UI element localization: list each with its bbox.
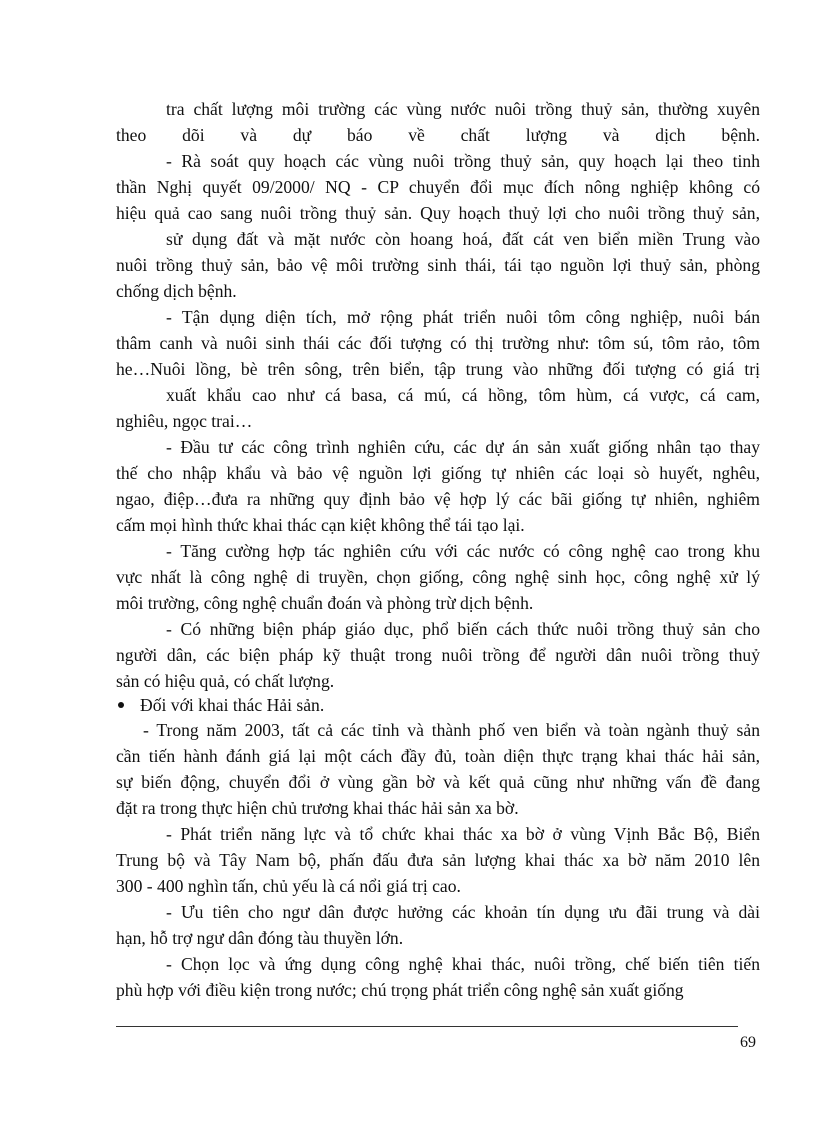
text-line: sự biến động, chuyển đổi ở vùng gần bờ và kết quả cũng như những vấn đề đang <box>116 772 760 792</box>
text-line: - Tận dụng diện tích, mở rộng phát triển nuôi tôm công nghiệp, nuôi bán <box>166 307 760 327</box>
text-line: thế cho nhập khẩu và bảo vệ nguồn lợi giống tự nhiên các loại sò huyết, nghêu, <box>116 463 760 483</box>
text-line: hạn, hỗ trợ ngư dân đóng tàu thuyền lớn. <box>116 928 404 948</box>
text-line: tra chất lượng môi trường các vùng nước nuôi trồng thuỷ sản, thường xuyên <box>166 99 760 119</box>
text-line: thần Nghị quyết 09/2000/ NQ - CP chuyển đổi mục đích nông nghiệp không có <box>116 177 760 197</box>
text-line: - Rà soát quy hoạch các vùng nuôi trồng thuỷ sản, quy hoạch lại theo tinh <box>166 151 760 171</box>
section-heading: Đối với khai thác Hải sản. <box>140 695 325 715</box>
text-line: - Đầu tư các công trình nghiên cứu, các dự án sản xuất giống nhân tạo thay <box>166 437 760 457</box>
text-line: xuất khẩu cao như cá basa, cá mú, cá hồng, tôm hùm, cá vược, cá cam, <box>166 385 760 405</box>
text-line: chống dịch bệnh. <box>116 281 237 301</box>
text-line: sử dụng đất và mặt nước còn hoang hoá, đất cát ven biển miền Trung vào <box>166 229 760 249</box>
footer-rule <box>116 1026 738 1027</box>
text-line: đặt ra trong thực hiện chủ trương khai thác hải sản xa bờ. <box>116 798 519 818</box>
text-line: sản có hiệu quả, có chất lượng. <box>116 671 335 691</box>
text-line: phù hợp với điều kiện trong nước; chú trọng phát triển công nghệ sản xuất giống <box>116 980 684 1000</box>
text-line: hiệu quả cao sang nuôi trồng thuỷ sản. Quy hoạch thuỷ lợi cho nuôi trồng thuỷ sản, <box>116 203 760 223</box>
text-line: nghiêu, ngọc trai… <box>116 411 253 431</box>
text-line: he…Nuôi lồng, bè trên sông, trên biển, tập trung vào những đối tượng có giá trị <box>116 359 760 379</box>
text-line: - Ưu tiên cho ngư dân được hưởng các khoản tín dụng ưu đãi trung và dài <box>166 902 760 922</box>
text-line: - Tăng cường hợp tác nghiên cứu với các nước có công nghệ cao trong khu <box>166 541 760 561</box>
text-line: 300 - 400 nghìn tấn, chủ yếu là cá nổi giá trị cao. <box>116 876 461 896</box>
text-line: vực nhất là công nghệ di truyền, chọn giống, công nghệ sinh học, công nghệ xử lý <box>116 567 760 587</box>
text-line: người dân, các biện pháp kỹ thuật trong nuôi trồng để người dân nuôi trồng thuỷ <box>116 645 760 665</box>
text-line: Trung bộ và Tây Nam bộ, phấn đấu đưa sản lượng khai thác xa bờ năm 2010 lên <box>116 850 760 870</box>
text-line: theo dõi và dự báo về chất lượng và dịch bệnh. <box>116 125 760 145</box>
text-line: môi trường, công nghệ chuẩn đoán và phòng trừ dịch bệnh. <box>116 593 534 613</box>
text-line: thâm canh và nuôi sinh thái các đối tượng có thị trường như: tôm sú, tôm rảo, tôm <box>116 333 760 353</box>
text-line: - Trong năm 2003, tất cả các tỉnh và thành phố ven biển và toàn ngành thuỷ sản <box>143 720 760 740</box>
text-line: cần tiến hành đánh giá lại một cách đầy đủ, toàn diện thực trạng khai thác hải sản, <box>116 746 760 766</box>
section-heading-row <box>116 695 324 715</box>
text-line: - Phát triển năng lực và tổ chức khai thác xa bờ ở vùng Vịnh Bắc Bộ, Biển <box>166 824 760 844</box>
page-number: 69 <box>740 1034 756 1051</box>
bullet-icon <box>118 702 124 708</box>
text-line: nuôi trồng thuỷ sản, bảo vệ môi trường sinh thái, tái tạo nguồn lợi thuỷ sản, phòng <box>116 255 760 275</box>
text-line: cấm mọi hình thức khai thác cạn kiệt không thể tái tạo lại. <box>116 515 525 535</box>
text-line: - Có những biện pháp giáo dục, phổ biến cách thức nuôi trồng thuỷ sản cho <box>166 619 760 639</box>
text-line: ngao, điệp…đưa ra những quy định bảo vệ hợp lý các bãi giống tự nhiên, nghiêm <box>116 489 760 509</box>
text-line: - Chọn lọc và ứng dụng công nghệ khai thác, nuôi trồng, chế biến tiên tiến <box>166 954 760 974</box>
